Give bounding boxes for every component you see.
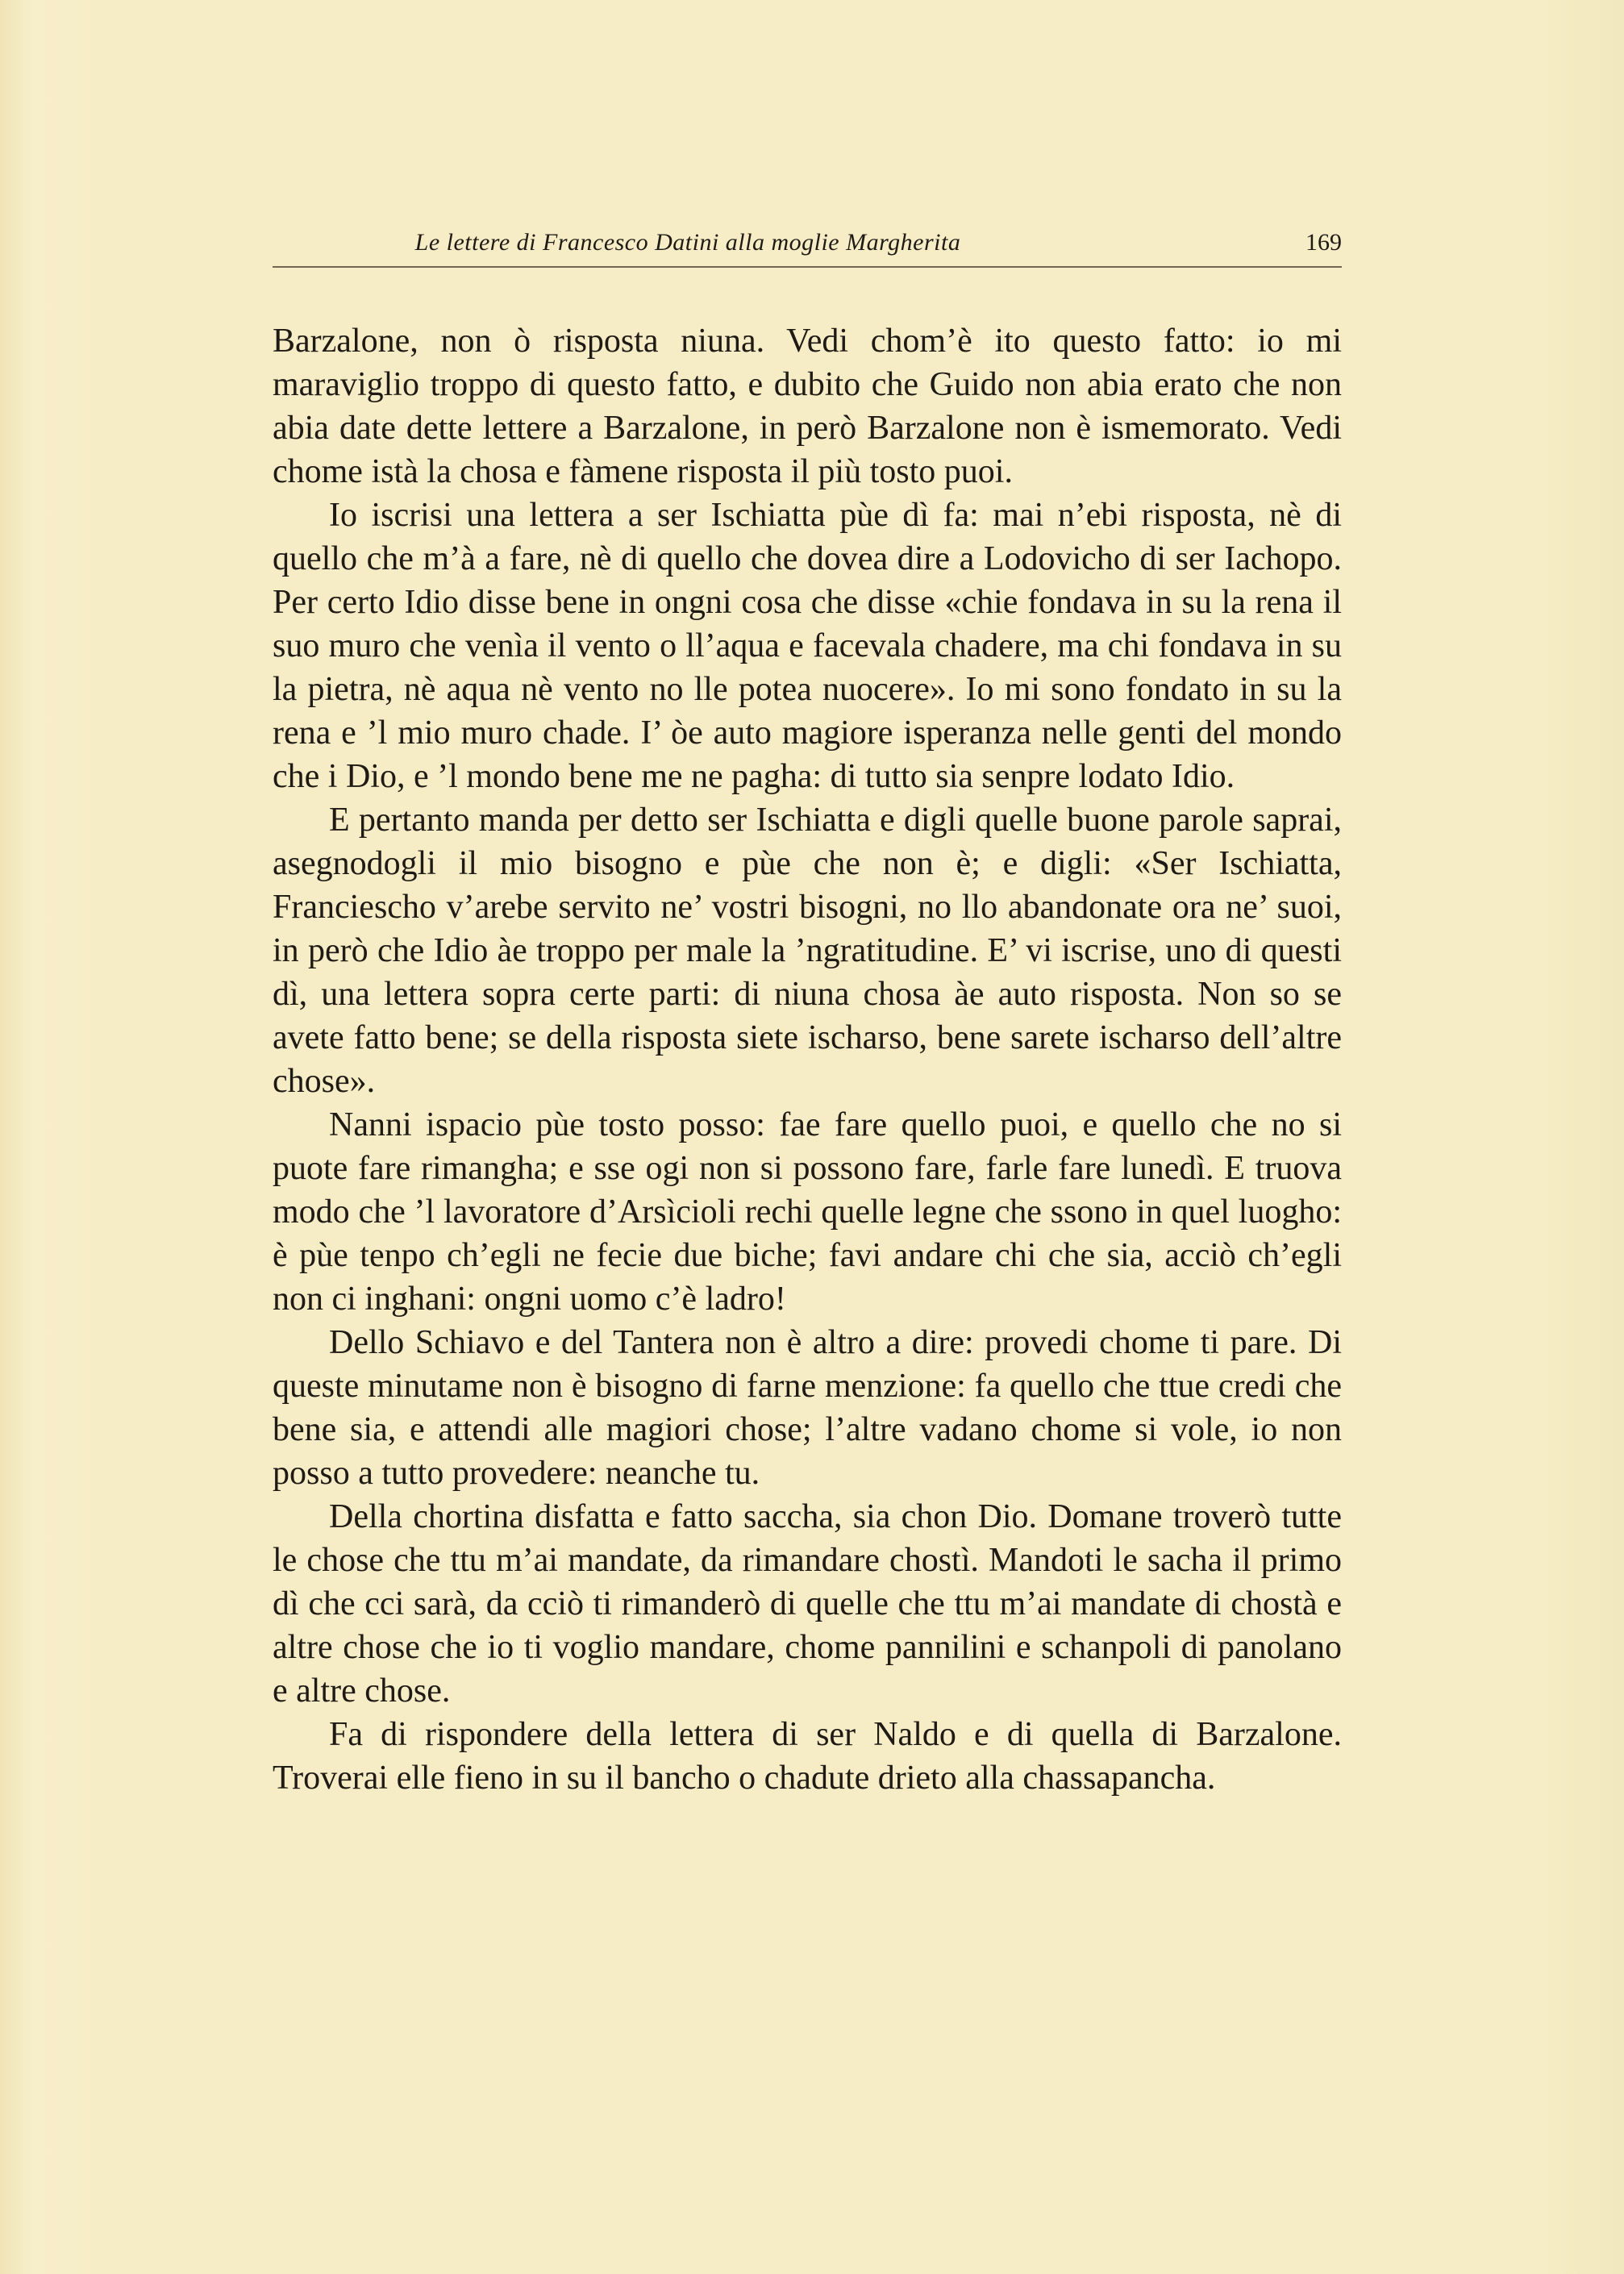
body-text [273, 319, 1342, 1800]
paragraph-4: Nanni ispacio pùe tosto posso: fae fare quello puoi, e quello che no si puote fare rimangha; e sse ogi non si possono fare, farle fare lunedì. E truova modo che ’l lavoratore d’Arsìcioli rechi quelle legne che ssono in quel luogho: è pùe tenpo ch’egli ne fecie due biche; favi andare chi che sia, acciò ch’egli non ci inghani: ongni uomo c’è ladro! [273, 1106, 1342, 1318]
paragraph-2: Io iscrisi una lettera a ser Ischiatta pùe dì fa: mai n’ebi risposta, nè di quello che m’à a fare, nè di quello che dovea dire a Lodovicho di ser Iachopo. Per certo Idio disse bene in ongni cosa che disse «chie fondava in su la rena il suo muro che venìa il vento o ll’aqua e facevala chadere, ma chi fondava in su la pietra, nè aqua nè vento no lle potea nuocere». Io mi sono fondato in su la rena e ’l mio muro chade. I’ òe auto magiore isperanza nelle genti del mondo che i Dio, e ’l mondo bene me ne pagha: di tutto sia senpre lodato Idio. [273, 497, 1342, 795]
running-head [273, 227, 1342, 268]
running-title: Le lettere di Francesco Datini alla moglie Margherita [414, 229, 961, 256]
paragraph-3: E pertanto manda per detto ser Ischiatta e digli quelle buone parole saprai, asegnodogli il mio bisogno e pùe che non è; e digli: «Ser Ischiatta, Franciescho v’arebe servito ne’ vostri bisogni, no llo abandonate ora ne’ suoi, in però che Idio àe troppo per male la ’ngratitudine. E’ vi iscrise, uno di questi dì, una lettera sopra certe parti: di niuna chosa àe auto risposta. Non so se avete fatto bene; se della risposta siete ischarso, bene sarete ischarso dell’altre chose». [273, 802, 1342, 1100]
paragraph-1: Barzalone, non ò risposta niuna. Vedi chom’è ito questo fatto: io mi maraviglio troppo di questo fatto, e dubito che Guido non abia erato che non abia date dette lettere a Barzalone, in però Barzalone non è ismemorato. Vedi chome istà la chosa e fàmene risposta il più tosto puoi. [273, 323, 1342, 490]
paragraph-5: Dello Schiavo e del Tantera non è altro a dire: provedi chome ti pare. Di queste minutame non è bisogno di farne menzione: fa quello che ttue credi che bene sia, e attendi alle magiori chose; l’altre vadano chome si vole, io non posso a tutto provedere: neanche tu. [273, 1324, 1342, 1492]
page-number: 169 [1305, 229, 1342, 256]
paragraph-6: Della chortina disfatta e fatto saccha, sia chon Dio. Domane troverò tutte le chose che ttu m’ai mandate, da rimandare chostì. Mandoti le sacha il primo dì che cci sarà, da cciò ti rimanderò di quelle che ttu m’ai mandate di chostà e altre chose che io ti voglio mandare, chome pannilini e schanpoli di panolano e altre chose. [273, 1498, 1342, 1710]
paragraph-7: Fa di rispondere della lettera di ser Naldo e di quella di Barzalone. Troverai elle fieno in su il bancho o chadute drieto alla chassapancha. [273, 1716, 1342, 1797]
